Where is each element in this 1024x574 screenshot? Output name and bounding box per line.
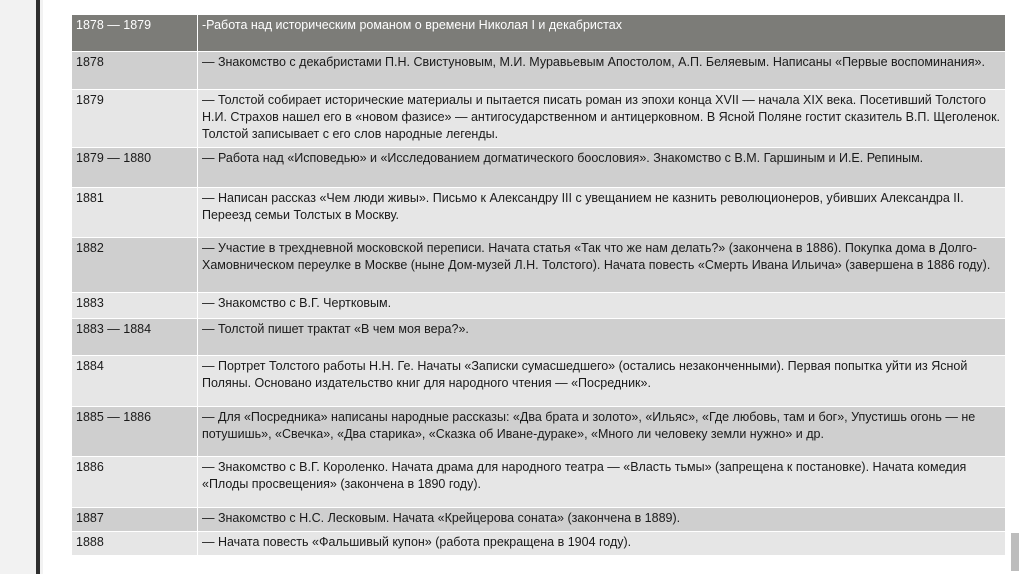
event-cell: — Портрет Толстого работы Н.Н. Ге. Начаты «Записки сумасшедшего» (остались незаконченными). Первая попытка уйти из Ясной Поляны. Основано издательство книг для народного чтения — «Посредник». <box>198 356 1006 407</box>
year-cell: 1888 <box>72 532 198 556</box>
table-row <box>72 148 1006 188</box>
year-cell: 1885 — 1886 <box>72 407 198 457</box>
table-row <box>72 52 1006 90</box>
table-row <box>72 319 1006 356</box>
table-row <box>72 188 1006 238</box>
left-vertical-line <box>36 0 40 574</box>
event-cell: — Написан рассказ «Чем люди живы». Письмо к Александру III с увещанием не казнить революционеров, убивших Александра II. Переезд семьи Толстых в Москву. <box>198 188 1006 238</box>
event-cell: -Работа над историческим романом о времени Николая I и декабристах <box>198 15 1006 52</box>
event-cell: — Толстой собирает исторические материалы и пытается писать роман из эпохи конца XVII — начала XIX века. Посетивший Толстого Н.И. Страхов нашел его в «новом фазисе» — антигосударственном и антицерковном. В Ясной Поляне гостит сказитель В.П. Щеголенок. Толстой записывает с его слов народные легенды. <box>198 90 1006 148</box>
event-cell: — Для «Посредника» написаны народные рассказы: «Два брата и золото», «Ильяс», «Где любовь, там и бог», Упустишь огонь — не потушишь», «Свечка», «Два старика», «Сказка об Иване-дураке», «Много ли человеку земли нужно» и др. <box>198 407 1006 457</box>
year-cell: 1887 <box>72 508 198 532</box>
left-decorative-bar <box>0 0 43 574</box>
year-cell: 1879 — 1880 <box>72 148 198 188</box>
event-cell: — Знакомство с В.Г. Чертковым. <box>198 293 1006 319</box>
event-cell: — Знакомство с Н.С. Лесковым. Начата «Крейцерова соната» (закончена в 1889). <box>198 508 1006 532</box>
event-cell: — Знакомство с декабристами П.Н. Свистуновым, М.И. Муравьевым Апостолом, А.П. Беляевым. Написаны «Первые воспоминания». <box>198 52 1006 90</box>
event-cell: — Толстой пишет трактат «В чем моя вера?». <box>198 319 1006 356</box>
table-row <box>72 293 1006 319</box>
table-row <box>72 407 1006 457</box>
year-cell: 1883 <box>72 293 198 319</box>
event-cell: — Начата повесть «Фальшивый купон» (работа прекращена в 1904 году). <box>198 532 1006 556</box>
table-row <box>72 238 1006 293</box>
year-cell: 1884 <box>72 356 198 407</box>
year-cell: 1879 <box>72 90 198 148</box>
table-row <box>72 457 1006 508</box>
year-cell: 1878 — 1879 <box>72 15 198 52</box>
table-row <box>72 90 1006 148</box>
table-row <box>72 508 1006 532</box>
chronology-table <box>71 14 1006 556</box>
year-cell: 1886 <box>72 457 198 508</box>
event-cell: — Участие в трехдневной московской переписи. Начата статья «Так что же нам делать?» (закончена в 1886). Покупка дома в Долго-Хамовническом переулке в Москве (ныне Дом-музей Л.Н. Толстого). Начата повесть «Смерть Ивана Ильича» (завершена в 1886 году). <box>198 238 1006 293</box>
year-cell: 1881 <box>72 188 198 238</box>
event-cell: — Работа над «Исповедью» и «Исследованием догматического боословия». Знакомство с В.М. Гаршиным и И.Е. Репиным. <box>198 148 1006 188</box>
corner-accent <box>1011 533 1019 571</box>
table-row <box>72 356 1006 407</box>
event-cell: — Знакомство с В.Г. Короленко. Начата драма для народного театра — «Власть тьмы» (запрещена к постановке). Начата комедия «Плоды просвещения» (закончена в 1890 году). <box>198 457 1006 508</box>
year-cell: 1882 <box>72 238 198 293</box>
year-cell: 1878 <box>72 52 198 90</box>
table-row <box>72 15 1006 52</box>
table-row <box>72 532 1006 556</box>
year-cell: 1883 — 1884 <box>72 319 198 356</box>
